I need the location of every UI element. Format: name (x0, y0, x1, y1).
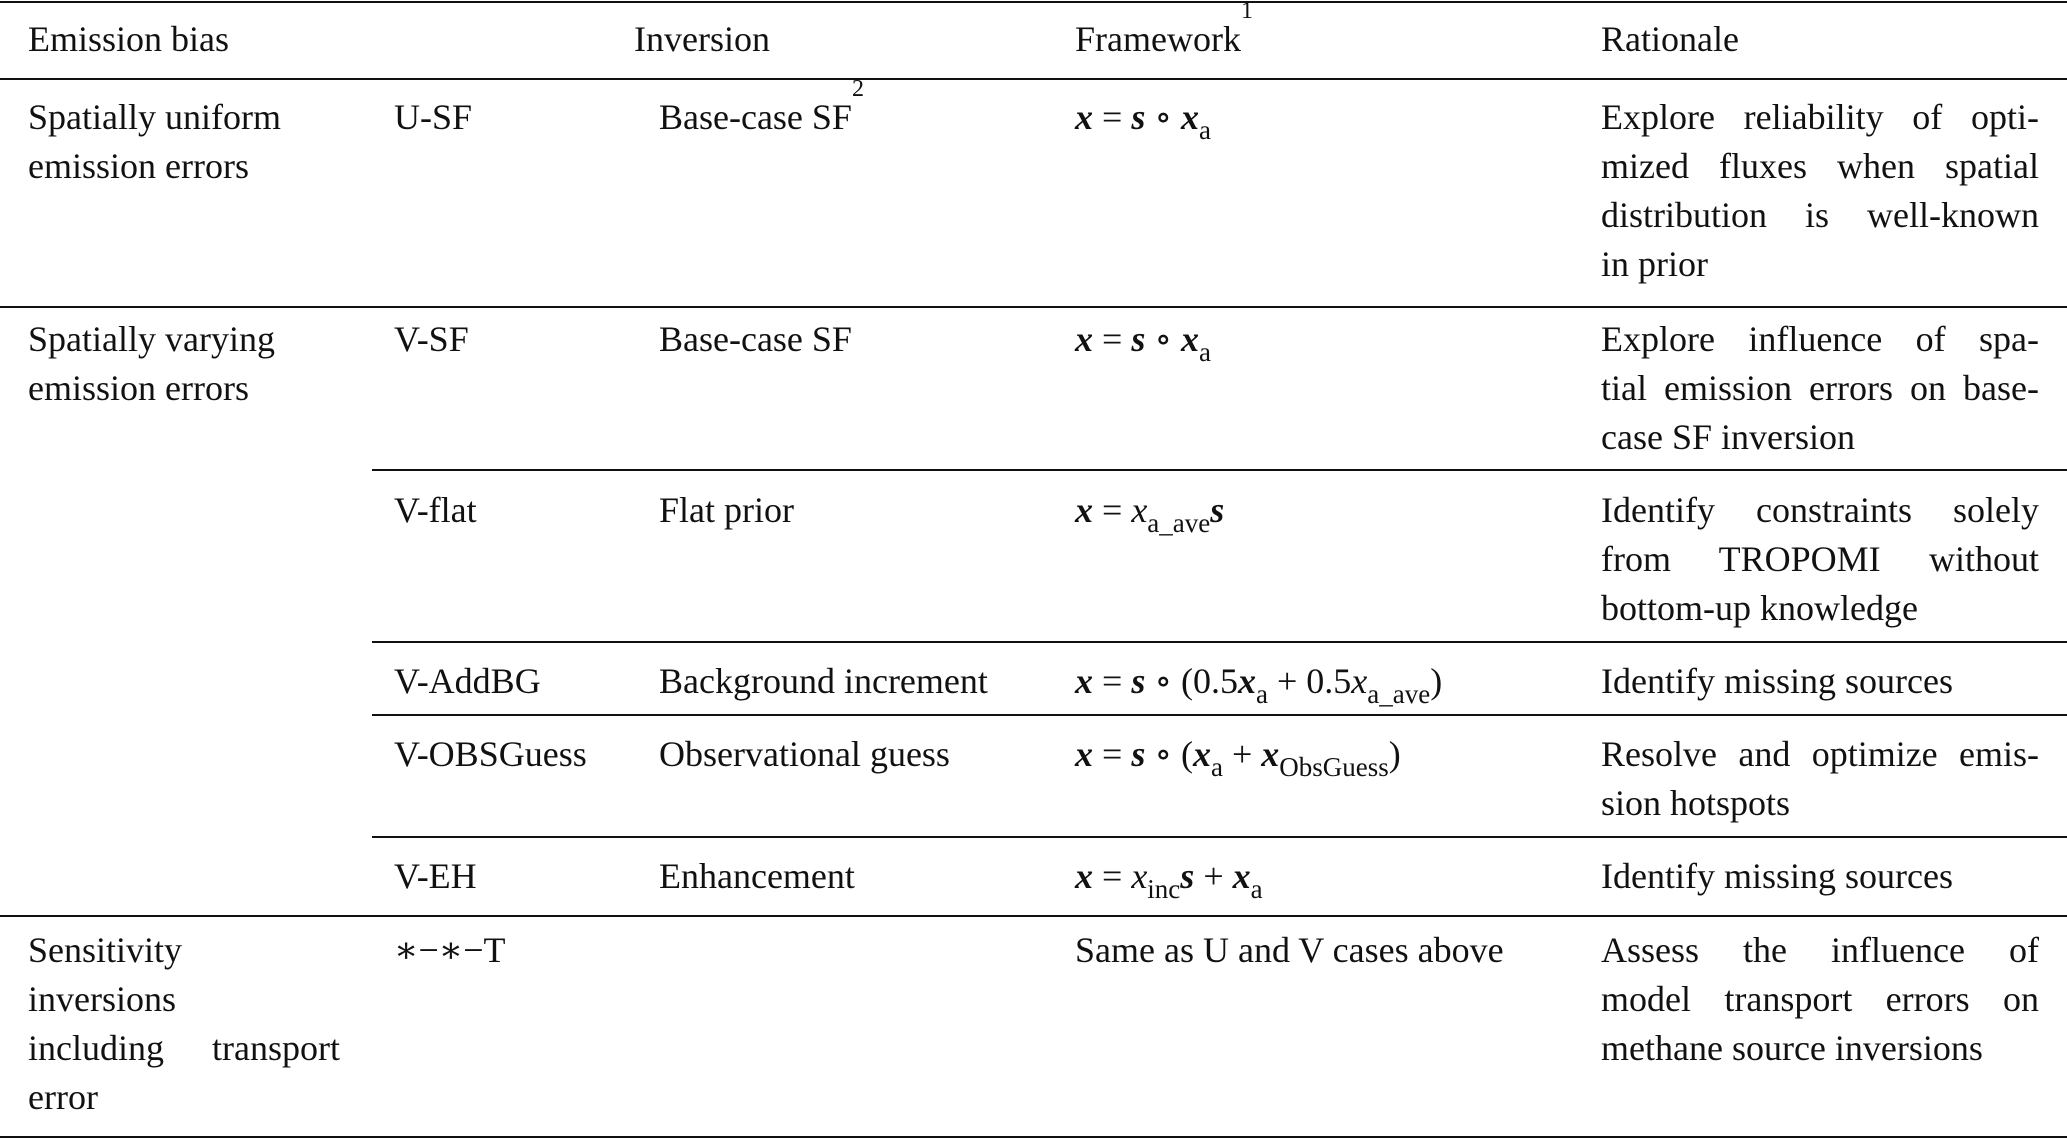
inversion-footnote: 2 (851, 76, 864, 102)
bias-sensitivity: Sensitivity inversions including transport error (28, 930, 340, 1117)
inversion-v-flat: Flat prior (659, 490, 794, 530)
header-rationale: Rationale (1601, 19, 1739, 59)
framework-sensitivity: Same as U and V cases above (1075, 930, 1504, 970)
rationale-v-eh: Identify missing sources (1601, 856, 1953, 896)
code-v-flat: V-flat (394, 490, 477, 530)
framework-u-sf: x = s ∘ $x_a$ (1075, 97, 1211, 145)
framework-v-obsguess: x = s ∘ $(x_a + x_{ObsGuess})$ (1075, 734, 1401, 782)
row-rule-vobsguess (372, 714, 2067, 716)
framework-v-eh: $x = x_{inc}s + x_a$ (1075, 856, 1263, 904)
header-rule (0, 78, 2067, 80)
framework-v-flat: $x = x_{a\_ave}s$ (1075, 490, 1225, 538)
row-rule-vflat (372, 469, 2067, 471)
code-sensitivity: ∗−∗−T (394, 930, 506, 970)
header-inversion: Inversion (634, 19, 770, 59)
bias-varying: Spatially varying emission errors (28, 319, 275, 408)
header-emission-bias: Emission bias (28, 19, 230, 59)
rationale-v-obsguess: Resolve and optimize emis- sion hotspots (1601, 734, 2039, 823)
inversion-v-sf: Base-case SF (659, 319, 852, 359)
header-framework: Framework$^1$ (1075, 0, 1253, 59)
framework-v-addbg: x = s ∘ $(0.5x_a + 0.5x_{a\_ave})$ (1075, 661, 1443, 709)
code-v-obsguess: V-OBSGuess (394, 734, 587, 774)
framework-footnote: 1 (1240, 0, 1253, 24)
rationale-u-sf: Explore reliability of opti- mized fluxes when spatial distribution is well-known in prior (1601, 97, 2039, 284)
code-v-eh: V-EH (394, 856, 477, 896)
rationale-v-addbg: Identify missing sources (1601, 661, 1953, 701)
group2-rule (0, 915, 2067, 917)
rationale-sensitivity: Assess the influence of model transport errors on methane source inversions (1601, 930, 2039, 1068)
code-v-addbg: V-AddBG (394, 661, 541, 701)
inversion-u-sf: Base-case $SF^2$ (659, 76, 864, 137)
inversion-v-obsguess: Observational guess (659, 734, 950, 774)
framework-v-sf: x = s ∘ $x_a$ (1075, 319, 1211, 367)
rationale-v-flat: Identify constraints solely from TROPOMI without bottom-up knowledge (1601, 490, 2039, 628)
code-u-sf: U-SF (394, 97, 473, 137)
rationale-v-sf: Explore influence of spa- tial emission errors on base- case SF inversion (1601, 319, 2039, 457)
inversion-v-addbg: Background increment (659, 661, 988, 701)
row-rule-vaddbg (372, 641, 2067, 643)
bottom-rule (0, 1136, 2067, 1138)
code-v-sf: V-SF (394, 319, 469, 359)
top-rule (0, 1, 2067, 3)
bias-uniform: Spatially uniform emission errors (28, 97, 281, 186)
row-rule-veh (372, 836, 2067, 838)
inversion-v-eh: Enhancement (659, 856, 855, 896)
group1-rule (0, 306, 2067, 308)
